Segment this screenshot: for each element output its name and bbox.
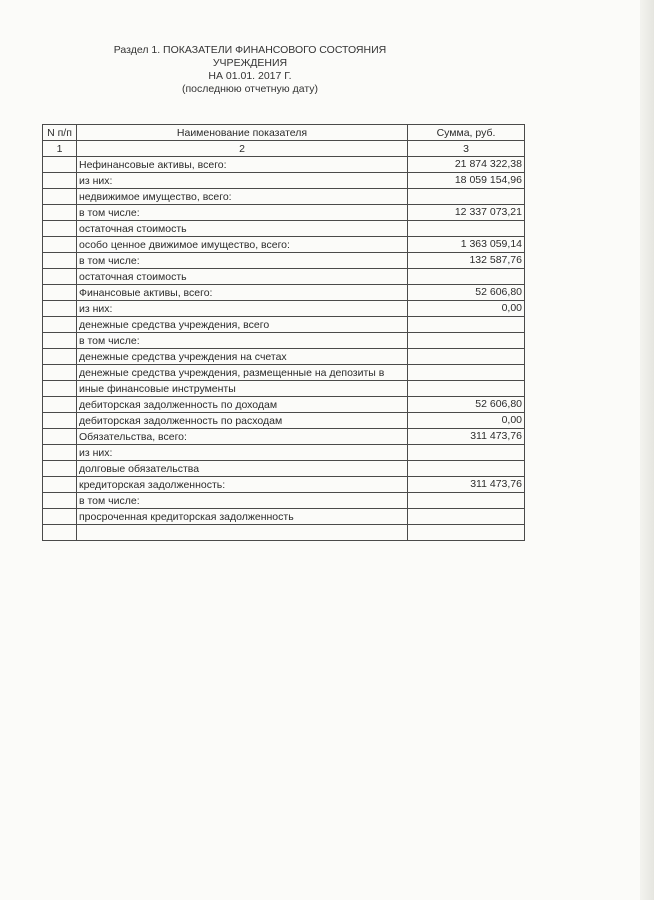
column-number-3: 3 xyxy=(408,141,525,157)
indicator-name: недвижимое имущество, всего: xyxy=(77,189,408,205)
row-number-cell xyxy=(43,301,77,317)
indicator-sum: 52 606,80 xyxy=(408,285,525,301)
indicator-sum: 1 363 059,14 xyxy=(408,237,525,253)
indicator-sum xyxy=(408,509,525,525)
table-row xyxy=(43,477,525,493)
indicator-name: из них: xyxy=(77,445,408,461)
indicator-name: кредиторская задолженность: xyxy=(77,477,408,493)
table-row xyxy=(43,173,525,189)
table-row xyxy=(43,413,525,429)
indicator-name: Обязательства, всего: xyxy=(77,429,408,445)
row-number-cell xyxy=(43,477,77,493)
table-row xyxy=(43,525,525,541)
report-date-note: (последнюю отчетную дату) xyxy=(181,83,319,95)
indicator-name: особо ценное движимое имущество, всего: xyxy=(77,237,408,253)
row-number-cell xyxy=(43,317,77,333)
indicator-sum: 18 059 154,96 xyxy=(408,173,525,189)
indicator-name: денежные средства учреждения, всего xyxy=(77,317,408,333)
table-row xyxy=(43,381,525,397)
indicator-sum: 12 337 073,21 xyxy=(408,205,525,221)
row-number-cell xyxy=(43,445,77,461)
table-body xyxy=(43,157,525,541)
column-header-sum: Сумма, руб. xyxy=(408,125,525,141)
indicator-sum xyxy=(408,525,525,541)
indicator-name: дебиторская задолженность по доходам xyxy=(77,397,408,413)
row-number-cell xyxy=(43,189,77,205)
table-row xyxy=(43,301,525,317)
table-row xyxy=(43,493,525,509)
scan-edge xyxy=(640,0,654,900)
row-number-cell xyxy=(43,157,77,173)
row-number-cell xyxy=(43,269,77,285)
row-number-cell xyxy=(43,205,77,221)
indicator-sum xyxy=(408,445,525,461)
table-row xyxy=(43,221,525,237)
indicator-sum xyxy=(408,333,525,349)
table-row xyxy=(43,317,525,333)
indicator-sum: 311 473,76 xyxy=(408,477,525,493)
table-header-row xyxy=(43,125,525,141)
table-row xyxy=(43,365,525,381)
table-row xyxy=(43,509,525,525)
indicator-sum: 52 606,80 xyxy=(408,397,525,413)
indicator-sum xyxy=(408,461,525,477)
indicator-name: дебиторская задолженность по расходам xyxy=(77,413,408,429)
table-row xyxy=(43,397,525,413)
indicator-sum xyxy=(408,221,525,237)
table-row xyxy=(43,157,525,173)
indicator-name: Нефинансовые активы, всего: xyxy=(77,157,408,173)
section-header xyxy=(100,44,400,96)
indicator-sum: 0,00 xyxy=(408,301,525,317)
row-number-cell xyxy=(43,221,77,237)
row-number-cell xyxy=(43,333,77,349)
row-number-cell xyxy=(43,429,77,445)
row-number-cell xyxy=(43,237,77,253)
column-header-name: Наименование показателя xyxy=(77,125,408,141)
row-number-cell xyxy=(43,253,77,269)
indicator-name xyxy=(77,525,408,541)
indicator-sum: 21 874 322,38 xyxy=(408,157,525,173)
indicator-name: в том числе: xyxy=(77,493,408,509)
table-row xyxy=(43,269,525,285)
indicator-sum xyxy=(408,365,525,381)
table-row xyxy=(43,253,525,269)
column-header-number: N п/п xyxy=(43,125,77,141)
section-title-continued: УЧРЕЖДЕНИЯ xyxy=(212,57,288,69)
table-row xyxy=(43,429,525,445)
indicator-name: в том числе: xyxy=(77,333,408,349)
financial-indicators-table xyxy=(42,124,525,541)
indicator-sum xyxy=(408,189,525,205)
indicator-sum xyxy=(408,269,525,285)
indicator-sum: 132 587,76 xyxy=(408,253,525,269)
row-number-cell xyxy=(43,509,77,525)
row-number-cell xyxy=(43,365,77,381)
row-number-cell xyxy=(43,349,77,365)
indicator-sum xyxy=(408,317,525,333)
indicator-name: из них: xyxy=(77,173,408,189)
column-number-1: 1 xyxy=(43,141,77,157)
indicator-name: денежные средства учреждения на счетах xyxy=(77,349,408,365)
indicator-name: просроченная кредиторская задолженность xyxy=(77,509,408,525)
table-row xyxy=(43,445,525,461)
row-number-cell xyxy=(43,461,77,477)
column-numbers-row xyxy=(43,141,525,157)
indicator-name: денежные средства учреждения, размещенные на депозиты в xyxy=(77,365,408,381)
row-number-cell xyxy=(43,493,77,509)
table-row xyxy=(43,189,525,205)
indicator-name: иные финансовые инструменты xyxy=(77,381,408,397)
row-number-cell xyxy=(43,173,77,189)
table-row xyxy=(43,237,525,253)
row-number-cell xyxy=(43,397,77,413)
table-row xyxy=(43,285,525,301)
indicator-sum: 311 473,76 xyxy=(408,429,525,445)
column-number-2: 2 xyxy=(77,141,408,157)
row-number-cell xyxy=(43,381,77,397)
indicator-name: остаточная стоимость xyxy=(77,269,408,285)
row-number-cell xyxy=(43,285,77,301)
table-row xyxy=(43,333,525,349)
indicator-sum: 0,00 xyxy=(408,413,525,429)
indicator-sum xyxy=(408,493,525,509)
indicator-name: Финансовые активы, всего: xyxy=(77,285,408,301)
report-date: НА 01.01. 2017 Г. xyxy=(208,70,292,82)
indicator-sum xyxy=(408,349,525,365)
table-row xyxy=(43,205,525,221)
row-number-cell xyxy=(43,525,77,541)
row-number-cell xyxy=(43,413,77,429)
indicator-name: из них: xyxy=(77,301,408,317)
indicator-name: долговые обязательства xyxy=(77,461,408,477)
section-title: Раздел 1. ПОКАЗАТЕЛИ ФИНАНСОВОГО СОСТОЯНИЯ xyxy=(113,44,387,56)
indicator-name: остаточная стоимость xyxy=(77,221,408,237)
indicator-name: в том числе: xyxy=(77,253,408,269)
table-row xyxy=(43,349,525,365)
indicator-name: в том числе: xyxy=(77,205,408,221)
table-row xyxy=(43,461,525,477)
indicator-sum xyxy=(408,381,525,397)
